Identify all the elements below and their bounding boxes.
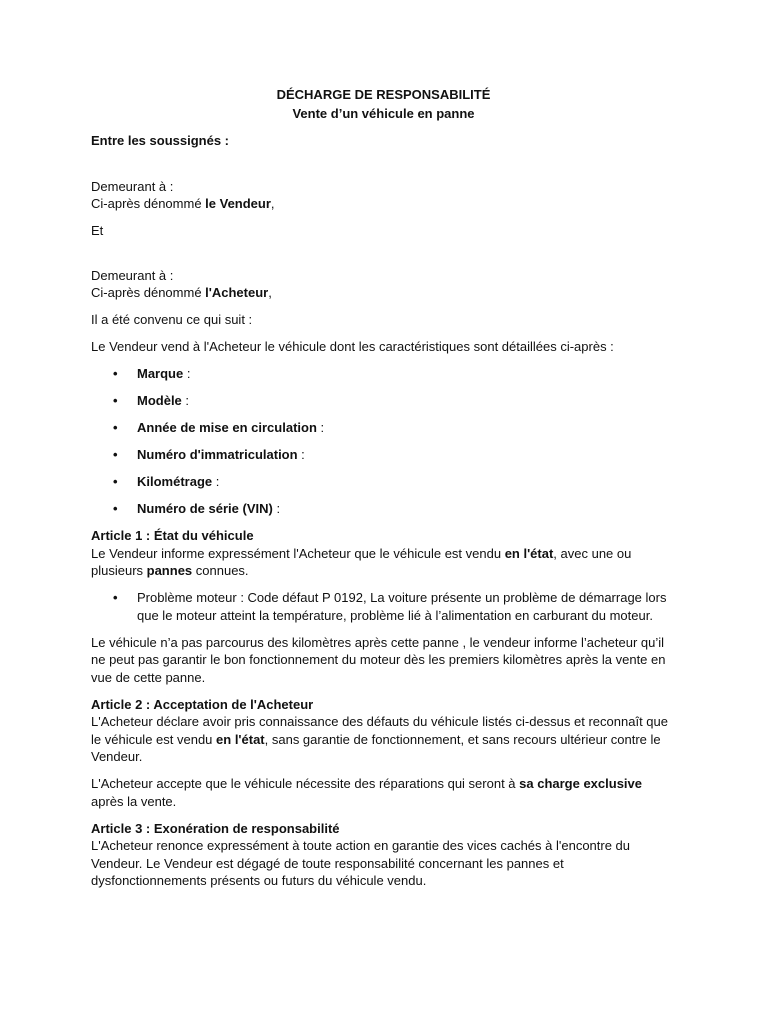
article-2-paragraph-1 [91, 713, 676, 766]
seller-designation [91, 195, 676, 213]
agreement-line: Il a été convenu ce qui suit : [91, 312, 253, 327]
seller-designation-prefix: Ci-après dénommé [91, 196, 206, 211]
article-1 [91, 527, 676, 686]
article-2-heading: Article 2 : Acceptation de l'Acheteur [91, 696, 314, 712]
spec-item-brand [91, 365, 676, 383]
buyer-designation [91, 284, 676, 302]
buyer-designation-prefix: Ci-après dénommé [91, 285, 206, 300]
buyer-designation-name: l'Acheteur [205, 285, 269, 300]
article-2-emphasis-exclusive-charge: sa charge exclusive [519, 776, 642, 791]
spec-colon: : [181, 393, 190, 408]
spec-colon: : [316, 420, 325, 435]
article-1-paragraph-1 [91, 545, 676, 580]
parties-heading: Entre les soussignés : [91, 133, 229, 148]
article-3 [91, 820, 676, 890]
seller-designation-name: le Vendeur [205, 196, 271, 211]
buyer-block [91, 267, 676, 302]
article-2-text: L'Acheteur déclare avoir pris connaissance des défauts du véhicule listés ci-dessus et reconnaît que le véhicule est vendu [91, 714, 668, 747]
spec-label: Numéro d'immatriculation [137, 447, 298, 462]
article-2 [91, 696, 676, 811]
spec-item-registration [91, 446, 676, 464]
spec-label: Kilométrage [137, 474, 213, 489]
article-3-paragraph-1: L'Acheteur renonce expressément à toute action en garantie des vices cachés à l'encontre du Vendeur. Le Vendeur est dégagé de toute responsabilité concernant les pannes et dysfonctionnements présents ou futurs du véhicule vendu. [91, 838, 631, 888]
seller-block [91, 178, 676, 213]
article-1-emphasis-failures: pannes [146, 563, 193, 578]
article-2-emphasis-as-is: en l'état [216, 731, 265, 747]
article-1-emphasis-as-is: en l'état [504, 545, 554, 561]
buyer-address-label: Demeurant à : [91, 267, 174, 283]
defect-item: • Problème moteur : Code défaut P 0192, La voiture présente un problème de démarrage lors que le moteur atteint la température, problème lié à l’alimentation en carburant du moteur. [91, 589, 676, 624]
spec-colon: : [183, 366, 191, 381]
article-1-paragraph-2: Le véhicule n’a pas parcourus des kilomètres après cette panne , le vendeur informe l’acheteur qu’il ne peut pas garantir le bon fonctionnement du moteur dès les premiers kilomètres après la vente en vue de cette panne. [91, 634, 666, 685]
article-1-text: Le Vendeur informe expressément l'Acheteur que le véhicule est vendu [91, 545, 505, 561]
article-1-text: , avec une ou plusieurs [91, 545, 632, 578]
article-1-text: connues. [192, 563, 249, 578]
sale-intro: Le Vendeur vend à l'Acheteur le véhicule dont les caractéristiques sont détaillées ci-après : [91, 339, 614, 354]
document-title: DÉCHARGE DE RESPONSABILITÉ [276, 87, 491, 102]
spec-item-vin [91, 500, 676, 518]
seller-designation-suffix: , [270, 196, 275, 211]
spec-colon: : [297, 447, 305, 462]
spec-colon: : [272, 501, 281, 516]
document-subtitle: Vente d’un véhicule en panne [292, 105, 475, 121]
spec-label: Marque [137, 366, 184, 381]
vehicle-specs-list [91, 365, 676, 518]
seller-address-label: Demeurant à : [91, 178, 174, 194]
buyer-designation-suffix: , [268, 285, 272, 300]
spec-item-model [91, 392, 676, 410]
article-1-heading: Article 1 : État du véhicule [91, 528, 254, 543]
spec-label: Année de mise en circulation [137, 420, 317, 435]
spec-colon: : [212, 474, 220, 489]
article-2-paragraph-2 [91, 775, 676, 810]
and-connector: Et [91, 223, 104, 238]
article-2-text: , sans garantie de fonctionnement, et sans recours ultérieur contre le Vendeur. [91, 731, 661, 764]
spec-label: Numéro de série (VIN) [137, 501, 273, 516]
spec-item-year [91, 419, 676, 437]
spec-item-mileage [91, 473, 676, 491]
defects-list [91, 589, 676, 624]
article-2-text: L'Acheteur accepte que le véhicule nécessite des réparations qui seront à [91, 776, 520, 791]
article-3-heading: Article 3 : Exonération de responsabilité [91, 820, 340, 836]
article-2-text: après la vente. [91, 793, 177, 809]
spec-label: Modèle [137, 393, 182, 408]
